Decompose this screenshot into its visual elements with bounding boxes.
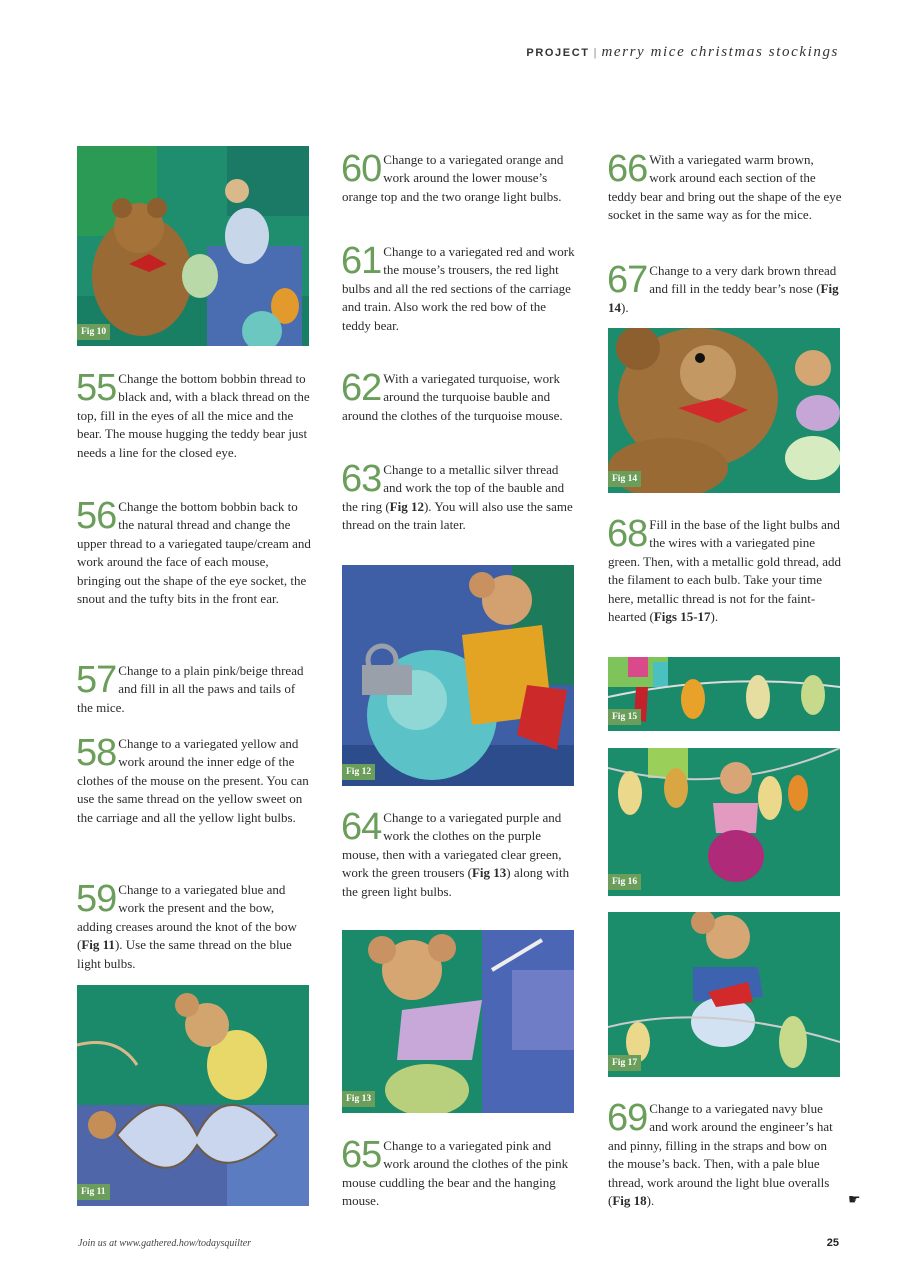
step-text: Change to a variegated red and work the mouse’s trousers, the red light bulbs and all the red sections of the carriage and train. Also work the red bow of the teddy bear. [342,244,575,333]
step-text: With a variegated warm brown, work around each section of the teddy bear and bring out the shape of the eye socket in the same way as for the mice. [608,152,842,223]
figure-10 [77,146,309,346]
header-project-label: PROJECT [526,47,590,59]
figure-13-label: Fig 13 [342,1091,375,1107]
footer-url: Join us at www.gathered.how/todaysquilter [78,1238,252,1249]
step-number: 65 [341,1134,382,1176]
step-number: 59 [76,878,117,920]
step-number: 61 [341,240,382,282]
step-text-cont: ). [646,1193,655,1209]
step-text: Change to a metallic silver thread and work the top of the bauble and the ring ( [342,462,565,514]
step-64 [341,806,577,901]
step-text-cont: ). You will also use the same thread on the train later. [342,498,573,533]
continue-hand-icon: ☛ [848,1192,861,1208]
figure-17 [608,912,840,1077]
step-63 [341,458,577,535]
step-57 [76,659,312,717]
figure-reference: Figs 15-17 [653,609,711,625]
step-text-cont: ) along with the green light bulbs. [342,865,570,899]
figure-16-label: Fig 16 [608,874,641,890]
step-text-cont: ). Use the same thread on the blue light bulbs. [77,937,292,971]
figure-reference: Fig 12 [389,498,424,514]
step-66 [607,148,843,225]
step-number: 57 [76,659,117,701]
step-text: Change to a variegated pink and work around the clothes of the pink mouse cuddling the bear and the hanging mouse. [342,1138,569,1209]
step-number: 67 [607,259,648,301]
step-number: 66 [607,148,648,190]
step-number: 55 [76,367,117,409]
step-number: 60 [341,148,382,190]
step-56 [76,495,312,608]
step-55 [76,367,312,462]
step-60 [341,148,577,206]
figure-17-label: Fig 17 [608,1055,641,1071]
figure-16 [608,748,840,896]
step-number: 69 [607,1097,648,1139]
figure-14 [608,328,840,493]
step-text: With a variegated turquoise, work around the turquoise bauble and around the clothes of the turquoise mouse. [342,371,563,423]
step-text: Change the bottom bobbin back to the natural thread and change the upper thread to a variegated taupe/cream and work around the face of each mouse, bringing out the shape of the eye socket, the snout and the tufty bits in the front ear. [77,499,311,607]
step-text-cont: ). [710,609,719,625]
step-number: 58 [76,732,117,774]
step-number: 64 [341,806,382,848]
figure-15 [608,657,840,731]
figure-reference: Fig 11 [81,937,115,953]
figure-12-label: Fig 12 [342,764,375,780]
figure-11 [77,985,309,1206]
step-text: Change the bottom bobbin thread to black and, with a black thread on the top, fill in the eyes of all the mice and the bear. The mouse hugging the teddy bear just needs a line for the closed eye. [77,371,310,460]
figure-reference: Fig 13 [471,865,507,881]
figure-reference: Fig 14 [608,281,839,315]
step-text: Change to a plain pink/beige thread and fill in all the paws and tails of the mice. [77,663,304,715]
figure-15-label: Fig 15 [608,709,641,725]
step-text: Change to a very dark brown thread and fill in the teddy bear’s nose ( [649,263,837,297]
step-68 [607,513,843,626]
step-number: 56 [76,495,117,537]
header-separator: | [593,47,597,59]
step-text: Change to a variegated navy blue and work around the engineer’s hat and pinny, filling in the straps and bow on the mouse’s back. Then, with a pale blue thread, work around the light blue overalls ( [608,1101,833,1209]
step-62 [341,367,577,425]
figure-14-label: Fig 14 [608,471,641,487]
step-58 [76,732,312,827]
step-number: 68 [607,513,648,555]
step-text-cont: ). [621,299,629,315]
step-text: Change to a variegated orange and work around the lower mouse’s orange top and the two orange light bulbs. [342,152,564,204]
step-text: Fill in the base of the light bulbs and the wires with a variegated pine green. Then, with a metallic gold thread, add the filament to each bulb. Take your time here, metallic thread is not for the faint-hearted ( [608,517,841,625]
figure-13 [342,930,574,1113]
step-59 [76,878,312,973]
step-number: 62 [341,367,382,409]
page-number: 25 [826,1237,839,1249]
step-text: Change to a variegated purple and work the clothes on the purple mouse, then with a variegated clear green, work the green trousers ( [342,810,562,881]
step-69 [607,1097,843,1210]
step-65 [341,1134,577,1211]
step-61 [341,240,577,335]
figure-11-label: Fig 11 [77,1184,110,1200]
step-text: Change to a variegated blue and work the present and the bow, adding creases around the knot of the bow ( [77,882,297,953]
figure-12 [342,565,574,786]
running-header [526,44,839,61]
step-number: 63 [341,458,382,500]
header-title: merry mice christmas stockings [601,44,839,60]
figure-reference: Fig 18 [612,1193,647,1209]
step-text: Change to a variegated yellow and work around the inner edge of the clothes of the mouse on the present. You can use the same thread on the yellow sweet on the carriage and all the yellow light bulbs. [77,736,309,825]
figure-10-label: Fig 10 [77,324,110,340]
step-67 [607,259,843,317]
